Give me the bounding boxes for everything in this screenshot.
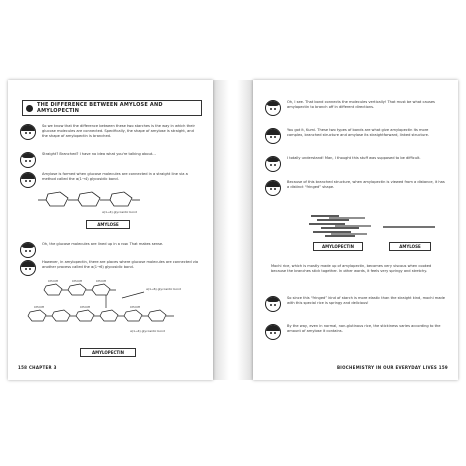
ch2oh-label: CH₂OH xyxy=(34,305,45,309)
kumi-avatar-icon xyxy=(20,152,36,168)
dialogue-r5 xyxy=(265,296,445,312)
dialogue-text: Oh, the glucose molecules are lined up in a row. That makes sense. xyxy=(42,242,164,246)
ch2oh-label: CH₂OH xyxy=(80,305,91,309)
kumi-avatar-icon xyxy=(265,100,281,116)
amylose-label: AMYLOSE xyxy=(389,242,431,251)
section-title: THE DIFFERENCE BETWEEN AMYLOSE AND AMYLOPECTIN xyxy=(37,102,163,114)
dialogue-text: Straight? Branched? I have no idea what you're talking about… xyxy=(42,152,156,156)
amylopectin-bond-14-label: α(1→4) glycosidic bond xyxy=(130,329,165,333)
amylose-diagram xyxy=(38,188,188,216)
dialogue-r4 xyxy=(265,180,445,196)
section-header xyxy=(22,100,202,116)
mochi-paragraph: Mochi rice, which is mostly made up of amylopectin, becomes very viscous when cooked because the branches stick together. In other words, it feels very springy and stretchy. xyxy=(271,264,432,273)
dialogue-text: However, in amylopectin, there are places where glucose molecules are connected via another process called the α(1→6) glycosidic bond. xyxy=(42,260,199,269)
ruth-avatar-icon xyxy=(265,128,281,144)
ch2oh-label: CH₂OH xyxy=(48,279,59,283)
dialogue-r2 xyxy=(265,128,445,144)
dialogue-text: Amylose is formed when glucose molecules are connected in a straight line via a method called the α(1→4) glycosidic bond. xyxy=(42,172,188,181)
page-footer-right: BIOCHEMISTRY IN OUR EVERYDAY LIVES 159 xyxy=(336,365,448,370)
dialogue-2 xyxy=(20,152,200,168)
dialogue-text: Oh, I see. That bond connects the molecules vertically! That must be what causes amylopectin to branch off in different directions. xyxy=(287,100,435,109)
book-gutter xyxy=(213,80,253,380)
right-page xyxy=(253,80,458,380)
dialogue-text: So since this “fringed” kind of starch is more elastic than the straight kind, mochi made with this special rice is springy and delicious! xyxy=(287,296,445,305)
dialogue-text: By the way, even in normal, non-glutinous rice, the stickiness varies according to the amount of amylose it contains. xyxy=(287,324,441,333)
dialogue-text: You got it, Kumi. These two types of bonds are what give amylopectin its more complex, branched structure and amylose its straightforward, linked structure. xyxy=(287,128,429,137)
ruth-avatar-icon xyxy=(20,172,36,188)
dialogue-text: Because of this branched structure, when amylopectin is viewed from a distance, it has a distinct “fringed” shape. xyxy=(287,180,445,189)
kumi-avatar-icon xyxy=(265,296,281,312)
dialogue-r3 xyxy=(265,156,445,172)
dialogue-5 xyxy=(20,260,200,276)
left-page xyxy=(8,80,213,380)
kumi-avatar-icon xyxy=(20,242,36,258)
dialogue-1 xyxy=(20,124,200,140)
dialogue-3 xyxy=(20,172,200,188)
straight-shape-diagram xyxy=(381,224,437,230)
amylopectin-label: AMYLOPECTIN xyxy=(80,348,136,357)
dialogue-r1 xyxy=(265,100,445,116)
amylopectin-diagram xyxy=(26,278,196,342)
page-footer-left: 158 CHAPTER 3 xyxy=(18,365,57,370)
ruth-avatar-icon xyxy=(20,260,36,276)
ruth-avatar-icon xyxy=(20,124,36,140)
bullet-icon xyxy=(26,105,33,112)
dialogue-text: I totally understand! Man, I thought this stuff was supposed to be difficult. xyxy=(287,156,421,160)
dialogue-r6 xyxy=(265,324,445,340)
dialogue-4 xyxy=(20,242,200,258)
fringed-shape-diagram xyxy=(305,212,375,240)
amylopectin-bond-16-label: α(1→6) glycosidic bond xyxy=(146,287,181,291)
dialogue-text: So we know that the difference between these two starches is the way in which their glucose molecules are connected. Specifically, the shape of amylose is straight, and the shape of amylopectin is branched. xyxy=(42,124,195,138)
ch2oh-label: CH₂OH xyxy=(130,305,141,309)
ruth-avatar-icon xyxy=(265,324,281,340)
kumi-avatar-icon xyxy=(265,156,281,172)
ch2oh-label: CH₂OH xyxy=(72,279,83,283)
amylopectin-label: AMYLOPECTIN xyxy=(313,242,363,251)
ch2oh-label: CH₂OH xyxy=(96,279,107,283)
amylose-bond-label: α(1→4) glycosidic bond xyxy=(102,210,137,214)
ruth-avatar-icon xyxy=(265,180,281,196)
amylose-label: AMYLOSE xyxy=(86,220,130,229)
